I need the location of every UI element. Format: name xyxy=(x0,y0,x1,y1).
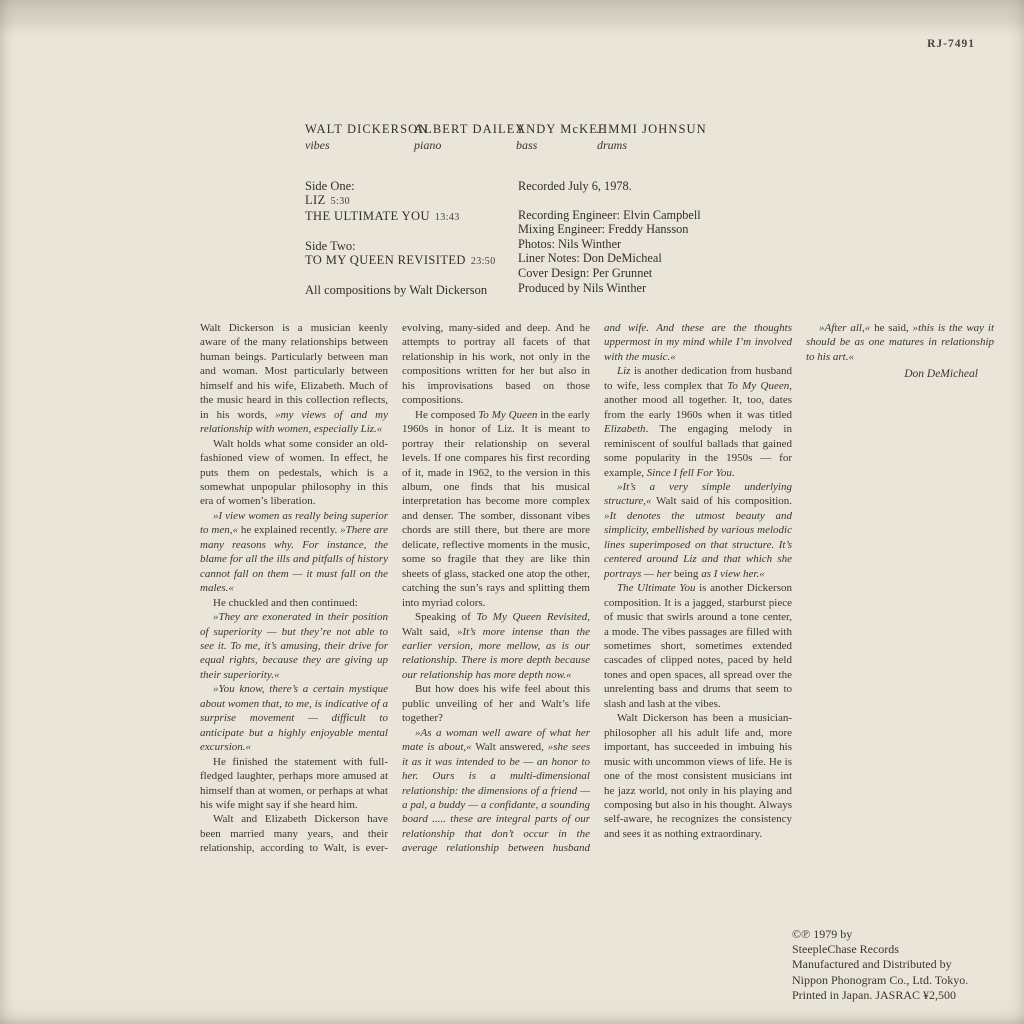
musician-name: ALBERT DAILEY xyxy=(414,122,526,136)
track-title: THE ULTIMATE YOU xyxy=(305,209,430,224)
composer-note: All compositions by Walt Dickerson xyxy=(305,283,488,298)
personnel-entry xyxy=(516,122,607,153)
credit-line: Cover Design: Per Grunnet xyxy=(518,265,653,280)
credit-line: Produced by Nils Winther xyxy=(518,280,647,295)
liner-notes-paragraph: Walt and Elizabeth Dickerson have been married many years, and their relationship, according to Walt, is ever-evolving, many-sided and deep. And he attempts to portray all facets of that relationship in his work, not only in the compositions written for her but also in his improvisations based on those compositions. xyxy=(200,322,590,855)
liner-notes-paragraph: Walt holds what some consider an old-fashioned view of women. In effect, he puts them on pedestals, which is a somewhat unpopular philosophy in this era of women’s liberation. xyxy=(200,437,388,508)
liner-notes-paragraph: »I view women as really being superior to men,« he explained recently. »There are many reasons why. For instance, the blame for all the ills and pitfalls of history cannot fall on them — it must fall on the males.« xyxy=(200,509,388,595)
personnel-entry xyxy=(305,122,428,153)
side-label: Side One: xyxy=(305,179,355,193)
credit-line: Mixing Engineer: Freddy Hansson xyxy=(518,222,689,237)
liner-notes-paragraph: »After all,« he said, »this is the way it should be as one matures in relationship to his art.« xyxy=(806,322,995,363)
track-title: LIZ xyxy=(305,193,326,208)
liner-notes-signature: Don DeMicheal xyxy=(904,368,978,381)
credit-line: Liner Notes: Don DeMicheal xyxy=(518,251,662,266)
imprint xyxy=(792,927,968,1003)
imprint-line: Manufactured and Distributed by xyxy=(792,957,952,972)
session-section xyxy=(518,179,701,295)
session-credits xyxy=(518,208,701,296)
credit-line: Recording Engineer: Elvin Campbell xyxy=(518,207,701,222)
liner-notes-paragraph: He composed To My Queen in the early 1960s in honor of Liz. It is meant to portray their relationship on several levels. If one compares his first recording of it, made in 1962, to the version in this album, one finds that his musical interpretation has become more complex and denser. The somber, dissonant vibes chords are still there, but there are more delicate, reflective moments in the music, some so fragile that they are like thin sheets of glass, stacked one atop the other, catching the sun’s rays and splitting them into myriad colors. xyxy=(402,408,590,609)
imprint-line: ©℗ 1979 by xyxy=(792,927,853,941)
liner-notes-paragraph: »As a woman well aware of what her mate is about,« Walt answered, »she sees it as it was intended to be — an honor to her. Ours is a multi-dimensional relationship: the dimensions of a friend — a pal, a buddy — a confidante, a sounding board ..... these are integral parts of our relationship that don’t occur in the average relationship between husband and wife. And these are the thoughts uppermost in my mind while I’m involved with the music.« xyxy=(402,322,792,855)
track-title: TO MY QUEEN REVISITED xyxy=(305,252,466,267)
tracklist-sides xyxy=(305,179,496,269)
liner-notes-paragraph: »They are exonerated in their position of superiority — but they’re not able to see it. To me, it’s amusing, their drive for equal rights, because they are giving up their superiority.« xyxy=(200,611,388,681)
tracklist-section xyxy=(305,179,496,297)
track-duration: 5:30 xyxy=(330,196,351,208)
musician-instrument: vibes xyxy=(305,138,330,152)
track-duration: 13:43 xyxy=(434,212,460,224)
musician-instrument: bass xyxy=(516,138,538,152)
imprint-line: Nippon Phonogram Co., Ltd. Tokyo. xyxy=(792,972,969,987)
musician-name: WALT DICKERSON xyxy=(305,122,429,136)
credit-line: Photos: Nils Winther xyxy=(518,236,622,251)
track-duration: 23:50 xyxy=(470,255,496,267)
side-label: Side Two: xyxy=(305,238,356,253)
imprint-line: SteepleChase Records xyxy=(792,942,899,957)
personnel-entry xyxy=(597,122,707,153)
liner-notes-paragraph: Liz is another dedication from husband to wife, less complex that To My Queen, another mood all together. It, too, dates from the early 1960s when it was titled Elizabeth. The engaging melody in reminiscent of soulful ballads that gained some popularity in the 1950s — for example, Since I fell For You. xyxy=(604,365,792,479)
musician-instrument: piano xyxy=(414,138,442,152)
liner-notes-paragraph: But how does his wife feel about this public unveiling of her and Walt’s life together? xyxy=(402,683,590,725)
personnel-entry xyxy=(414,122,526,153)
musician-instrument: drums xyxy=(597,138,628,152)
tracklist-side xyxy=(305,239,496,269)
liner-notes-paragraph: Walt Dickerson is a musician keenly aware of the many relationships between human beings. Particularly between man and woman. Most particularly between himself and his wife, Elizabeth. Much of the music heard in this collection reflects, in his words, »my views of and my relationship with women, especially Liz.« xyxy=(200,322,388,436)
liner-notes-paragraph: The Ultimate You is another Dickerson composition. It is a jagged, starburst piece of music that swirls around a tone center, a mode. The vibes passages are filled with sometimes short, sometimes extended cascades of clipped notes, paced by held tones and open spaces, all spread over the unrelenting bass and drums that seem to slash and lash at the vibes. xyxy=(604,582,792,710)
liner-notes xyxy=(200,321,995,869)
liner-notes-paragraph: »You know, there’s a certain mystique about women that, to me, is indicative of a surprise movement — difficult to anticipate but a highly enjoyable mental excursion.« xyxy=(200,683,388,754)
musician-name: ANDY McKEE xyxy=(516,122,607,136)
liner-notes-paragraph: He chuckled and then continued: xyxy=(213,596,358,609)
musician-name: JIMMI JOHNSUN xyxy=(597,122,707,136)
liner-notes-paragraph: Speaking of To My Queen Revisited, Walt said, »It’s more intense than the earlier version, more mellow, as is our relationship. There is more depth because our relationship has more depth now.« xyxy=(402,611,590,681)
personnel-section xyxy=(0,122,1024,164)
liner-notes-paragraph: He finished the statement with full-fledged laughter, perhaps more amused at himself than at women, or perhaps at what his wife might say if she heard him. xyxy=(200,755,388,811)
sleeve-top-shadow xyxy=(0,0,1024,36)
liner-notes-paragraph: »It’s a very simple underlying structure,« Walt said of his composition. »It denotes the utmost beauty and simplicity, embellished by various melodic lines superimposed on that structure. It’s centered around Liz and that which she portrays — her being as I view her.« xyxy=(604,480,792,580)
track-item xyxy=(305,193,496,209)
track-item xyxy=(305,209,496,225)
imprint-line: Printed in Japan. JASRAC ¥2,500 xyxy=(792,987,957,1002)
recorded-date: Recorded July 6, 1978. xyxy=(518,179,632,193)
tracklist-side xyxy=(305,179,496,226)
catalog-number: RJ-7491 xyxy=(927,38,975,50)
track-item xyxy=(305,253,496,269)
liner-notes-paragraph: Walt Dickerson has been a musician-philosopher all his adult life and, more important, has succeeded in imbuing his music with uncommon views of life. He is one of the most consistent musicians int he jazz world, not only in his playing and composing but also in his thought. Always self-aware, he recognizes the consistency and sees it as nothing extraordinary. xyxy=(604,712,792,840)
